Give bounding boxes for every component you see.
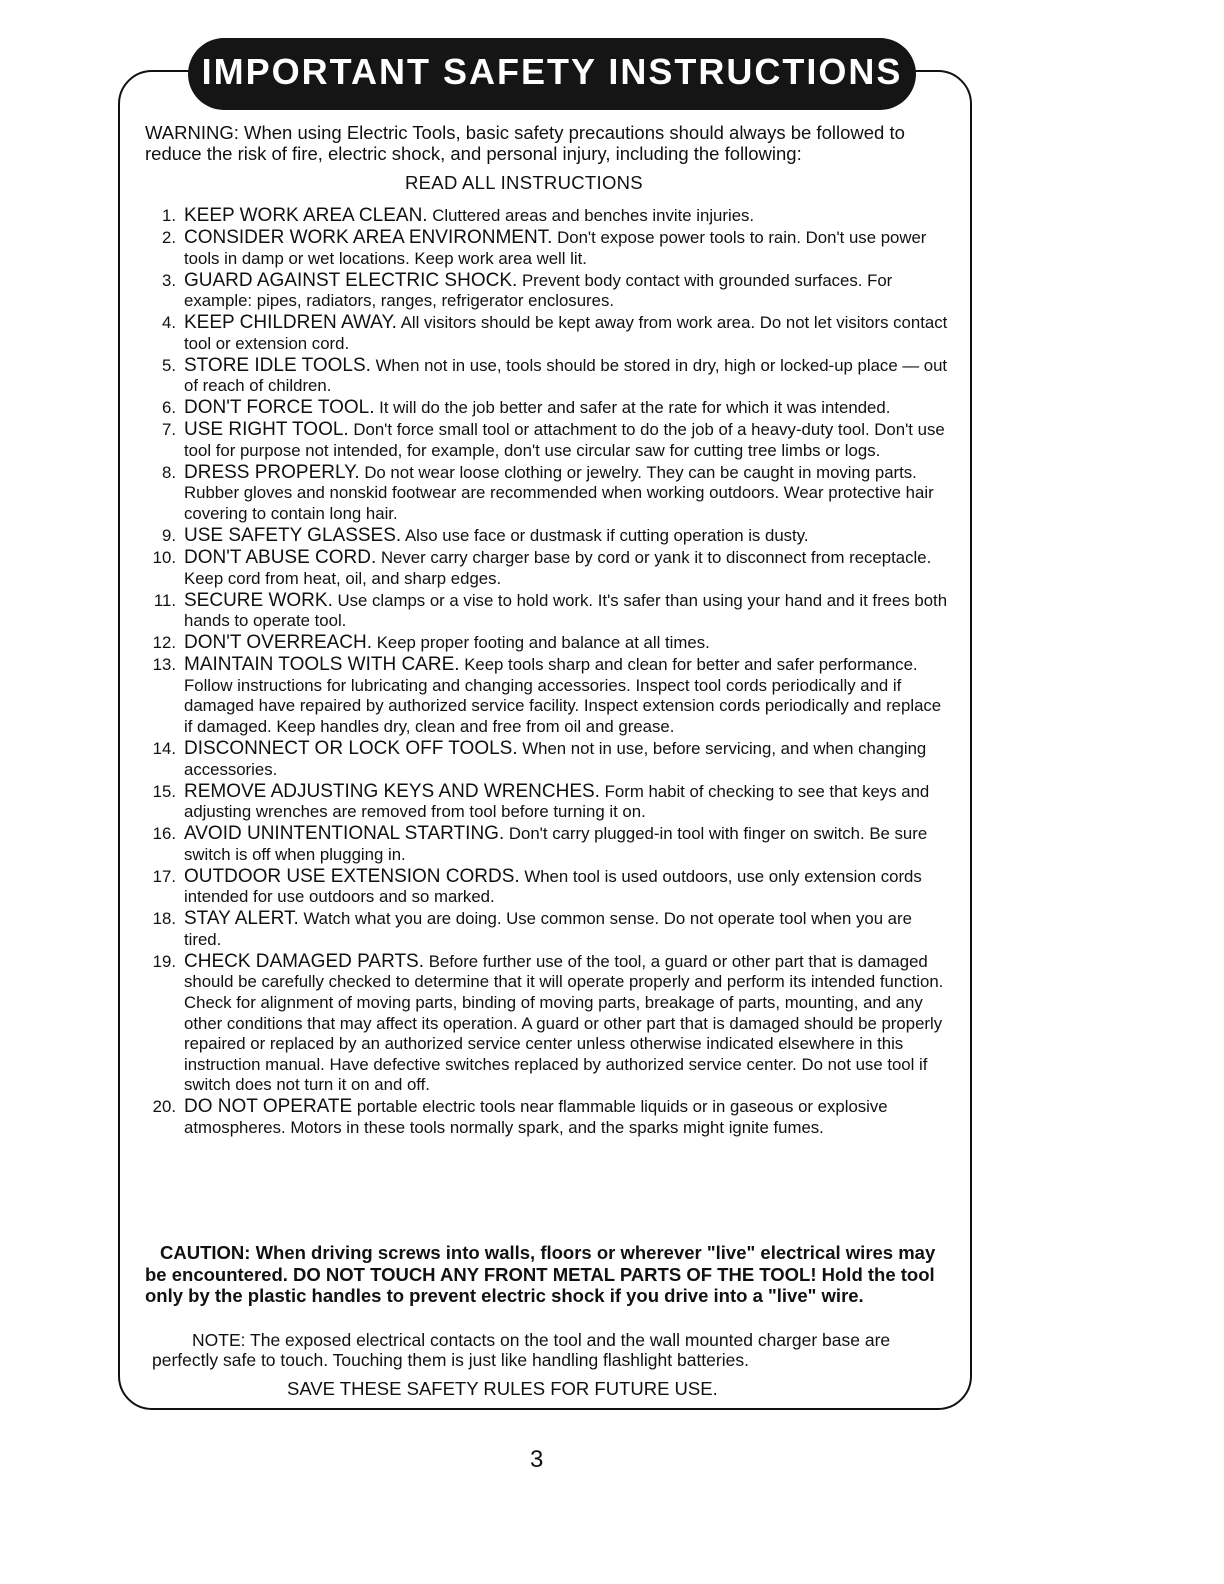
list-item [142, 548, 948, 589]
rule-text: Watch what you are doing. Use common sense. Do not operate tool when you are tired. [184, 909, 912, 949]
list-item [142, 356, 948, 397]
rule-heading: DON'T OVERREACH. [184, 632, 373, 654]
rule-heading: STAY ALERT. [184, 908, 299, 930]
rule-number: 4. [162, 313, 176, 333]
rule-number: 20. [152, 1097, 176, 1117]
rule-text: Before further use of the tool, a guard or other part that is damaged should be carefully checked to determine that it will operate properly and perform its intended function. Check for alignment of moving parts, binding of moving parts, breakage of parts, mounting, and any other conditions that may affect its operation. A guard or other part that is damaged should be properly repaired or replaced by an authorized service center unless otherwise indicated elsewhere in this instruction manual. Have defective switches replaced by authorized service center. Do not use tool if switch does not turn it on and off. [184, 951, 944, 1095]
rule-text: It will do the job better and safer at the rate for which it was intended. [379, 398, 891, 418]
rule-number: 13. [152, 655, 176, 675]
rule-heading: DO NOT OPERATE [184, 1096, 353, 1118]
list-item [142, 313, 948, 354]
safety-rules-list [142, 206, 948, 1140]
rule-text: When not in use, tools should be stored in dry, high or locked-up place — out of reach of children. [184, 355, 948, 396]
rule-number: 16. [152, 824, 176, 844]
rule-heading: KEEP WORK AREA CLEAN. [184, 205, 428, 226]
rule-number: 12. [152, 633, 176, 653]
list-item [142, 398, 948, 419]
rule-text: Prevent body contact with grounded surfaces. For example: pipes, radiators, ranges, refrigerator enclosures. [184, 270, 893, 311]
list-item [142, 909, 948, 950]
rule-number: 7. [162, 420, 176, 440]
rule-text: Form habit of checking to see that keys and adjusting wrenches are removed from tool before turning it on. [184, 781, 930, 822]
list-item [142, 952, 948, 1096]
rule-text: Don't expose power tools to rain. Don't use power tools in damp or wet locations. Keep work area well lit. [184, 227, 927, 268]
list-item [142, 824, 948, 865]
list-item [142, 867, 948, 908]
rule-text: portable electric tools near flammable liquids or in gaseous or explosive atmospheres. Motors in these tools normally spark, and the sparks might ignite fumes. [184, 1097, 888, 1137]
rule-number: 3. [162, 270, 176, 290]
read-all-instructions: READ ALL INSTRUCTIONS [405, 172, 643, 193]
caution-text: CAUTION: When driving screws into walls, floors or wherever "live" electrical wires may be encountered. DO NOT TOUCH ANY FRONT METAL PARTS OF THE TOOL! Hold the tool only by the plastic handles to prevent electric shock if you drive into a "live" wire. [145, 1242, 936, 1306]
rule-number: 5. [162, 355, 176, 375]
list-item [142, 655, 948, 737]
list-item [142, 206, 948, 227]
rule-heading: USE SAFETY GLASSES. [184, 525, 402, 547]
rule-text: Use clamps or a vise to hold work. It's safer than using your hand and it frees both hands to operate tool. [184, 590, 948, 631]
rule-heading: SECURE WORK. [184, 589, 333, 611]
rule-heading: USE RIGHT TOOL. [184, 419, 349, 441]
rule-heading: CHECK DAMAGED PARTS. [184, 950, 425, 972]
rule-heading: DON'T FORCE TOOL. [184, 397, 375, 419]
list-item [142, 591, 948, 632]
rule-heading: DON'T ABUSE CORD. [184, 547, 377, 569]
rule-number: 8. [162, 462, 176, 482]
rule-number: 6. [162, 398, 176, 418]
rule-number: 9. [162, 526, 176, 546]
warning-paragraph: WARNING: When using Electric Tools, basic safety precautions should always be followed to reduce the risk of fire, electric shock, and personal injury, including the following: [145, 122, 905, 164]
note-paragraph [152, 1330, 952, 1370]
rule-text: Do not wear loose clothing or jewelry. They can be caught in moving parts. Rubber gloves and nonskid footwear are recommended when working outdoors. Wear protective hair covering to contain long hair. [184, 462, 934, 524]
rule-heading: DRESS PROPERLY. [184, 461, 360, 483]
rule-text: When tool is used outdoors, use only extension cords intended for use outdoors and so marked. [184, 866, 922, 907]
rule-heading: GUARD AGAINST ELECTRIC SHOCK. [184, 269, 518, 291]
rule-heading: MAINTAIN TOOLS WITH CARE. [184, 654, 460, 676]
page-number: 3 [530, 1446, 544, 1473]
rule-number: 18. [152, 909, 176, 929]
rule-text: Keep proper footing and balance at all times. [376, 633, 710, 653]
list-item [142, 739, 948, 780]
rule-heading: AVOID UNINTENTIONAL STARTING. [184, 823, 505, 845]
rule-text: Cluttered areas and benches invite injuries. [432, 206, 755, 225]
rule-text: When not in use, before servicing, and when changing accessories. [184, 738, 927, 779]
rule-text: Keep tools sharp and clean for better and safer performance. Follow instructions for lubricating and changing accessories. Inspect tool cords periodically and if damaged have repaired by authorized service facility. Inspect extension cords periodically and replace if damaged. Keep handles dry, clean and free from oil and grease. [184, 655, 942, 736]
rule-heading: REMOVE ADJUSTING KEYS AND WRENCHES. [184, 780, 600, 802]
list-item [142, 526, 948, 547]
list-item [142, 633, 948, 654]
rule-heading: STORE IDLE TOOLS. [184, 354, 371, 376]
rule-heading: OUTDOOR USE EXTENSION CORDS. [184, 865, 520, 887]
rule-heading: CONSIDER WORK AREA ENVIRONMENT. [184, 226, 553, 248]
rule-text: Also use face or dustmask if cutting operation is dusty. [404, 526, 809, 546]
rule-number: 19. [152, 951, 176, 971]
rule-number: 15. [152, 781, 176, 801]
rule-text: Never carry charger base by cord or yank it to disconnect from receptacle. Keep cord from heat, oil, and sharp edges. [184, 548, 932, 588]
list-item [142, 1097, 948, 1138]
page-title: IMPORTANT SAFETY INSTRUCTIONS [188, 38, 916, 110]
rule-text: All visitors should be kept away from work area. Do not let visitors contact tool or extension cord. [184, 313, 948, 353]
list-item [142, 271, 948, 312]
list-item [142, 463, 948, 525]
list-item [142, 420, 948, 461]
list-item [142, 228, 948, 269]
rule-heading: KEEP CHILDREN AWAY. [184, 312, 397, 334]
list-item [142, 782, 948, 823]
rule-number: 14. [152, 738, 176, 758]
rule-number: 11. [153, 590, 176, 610]
rule-number: 2. [162, 227, 176, 247]
rule-heading: DISCONNECT OR LOCK OFF TOOLS. [184, 737, 518, 759]
note-text: NOTE: The exposed electrical contacts on the tool and the wall mounted charger base are perfectly safe to touch. Touching them is just like handling flashlight batteries. [152, 1330, 891, 1370]
rule-text: Don't force small tool or attachment to do the job of a heavy-duty tool. Don't use tool for purpose not intended, for example, don't use circular saw for cutting tree limbs or logs. [184, 420, 945, 460]
rule-number: 1. [162, 206, 176, 225]
save-rules-line: SAVE THESE SAFETY RULES FOR FUTURE USE. [287, 1378, 718, 1399]
rule-number: 17. [152, 866, 176, 886]
rule-text: Don't carry plugged-in tool with finger on switch. Be sure switch is off when plugging in. [184, 824, 928, 864]
rule-number: 10. [152, 548, 176, 568]
caution-paragraph [145, 1242, 945, 1307]
